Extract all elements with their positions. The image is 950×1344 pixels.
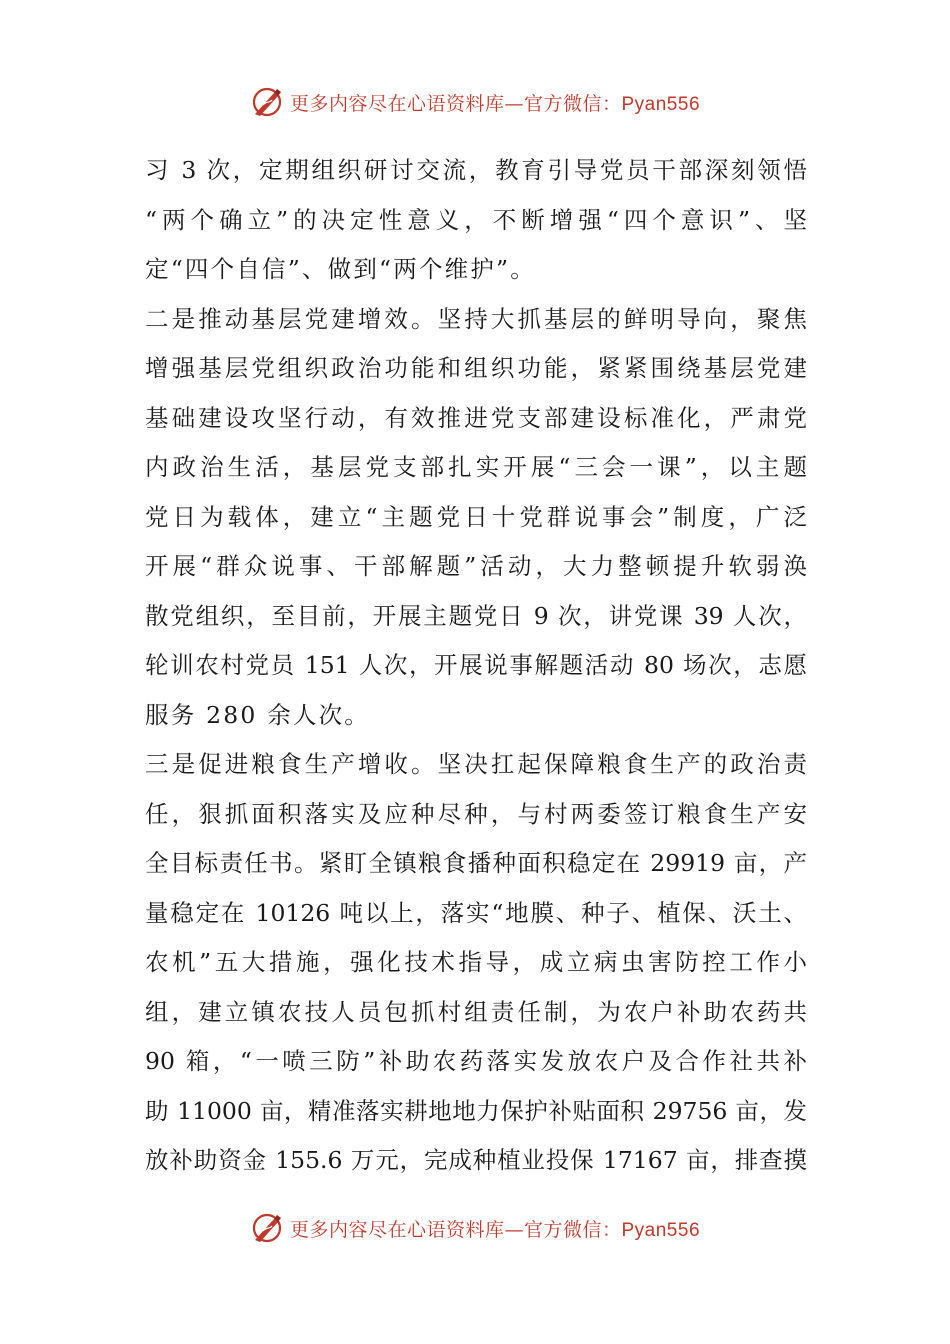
text-line: 放补助资金 155.6 万元，完成种植业投保 17167 亩，排查摸 — [145, 1146, 807, 1174]
header-watermark-banner — [0, 82, 950, 122]
text-line: 全目标责任书。紧盯全镇粮食播种面积稳定在 29919 亩，产 — [145, 849, 807, 877]
watermark-text: 更多内容尽在心语资料库—官方微信：Pyan556 — [289, 92, 701, 115]
text-line: 服务 280 余人次。 — [145, 700, 370, 729]
text-line: 党日为载体，建立“主题党日十党群说事会”制度，广泛 — [145, 502, 807, 531]
pen-logo-icon — [250, 85, 284, 119]
text-line: 内政治生活，基层党支部扎实开展“三会一课”，以主题 — [145, 453, 807, 481]
text-line: 轮训农村党员 151 人次，开展说事解题活动 80 场次，志愿 — [145, 651, 807, 679]
text-line: 三是促进粮食生产增收。坚决扛起保障粮食生产的政治责 — [145, 750, 807, 778]
pen-logo-icon — [250, 1211, 284, 1245]
text-line: 增强基层党组织政治功能和组织功能，紧紧围绕基层党建 — [145, 354, 807, 382]
text-line: “两个确立”的决定性意义，不断增强“四个意识”、坚 — [145, 205, 807, 234]
text-line: 定“四个自信”、做到“两个维护”。 — [145, 255, 536, 283]
text-line: 二是推动基层党建增效。坚持大抓基层的鲜明导向，聚焦 — [145, 304, 807, 333]
text-line: 农机”五大措施，强化技术指导，成立病虫害防控工作小 — [145, 948, 807, 976]
wechat-id: Pyan556 — [621, 93, 701, 115]
text-line: 基础建设攻坚行动，有效推进党支部建设标准化，严肃党 — [145, 403, 807, 432]
text-line: 组，建立镇农技人员包抓村组责任制，为农户补助农药共 — [145, 997, 807, 1026]
text-line: 任，狠抓面积落实及应种尽种，与村两委签订粮食生产安 — [145, 799, 807, 828]
document-body — [145, 146, 807, 1186]
text-line: 助 11000 亩，精准落实耕地地力保护补贴面积 29756 亩，发 — [145, 1096, 807, 1125]
text-line: 量稳定在 10126 吨以上，落实“地膜、种子、植保、沃土、 — [145, 898, 807, 927]
footer-watermark-banner — [0, 1208, 950, 1248]
wechat-id: Pyan556 — [621, 1219, 701, 1241]
text-line: 习 3 次，定期组织研讨交流，教育引导党员干部深刻领悟 — [145, 156, 807, 184]
watermark-text: 更多内容尽在心语资料库—官方微信：Pyan556 — [289, 1218, 701, 1241]
text-line: 90 箱，“一喷三防”补助农药落实发放农户及合作社共补 — [145, 1047, 807, 1075]
text-line: 散党组织，至目前，开展主题党日 9 次，讲党课 39 人次， — [145, 601, 807, 630]
text-line: 开展“群众说事、干部解题”活动，大力整顿提升软弱涣 — [145, 552, 807, 580]
